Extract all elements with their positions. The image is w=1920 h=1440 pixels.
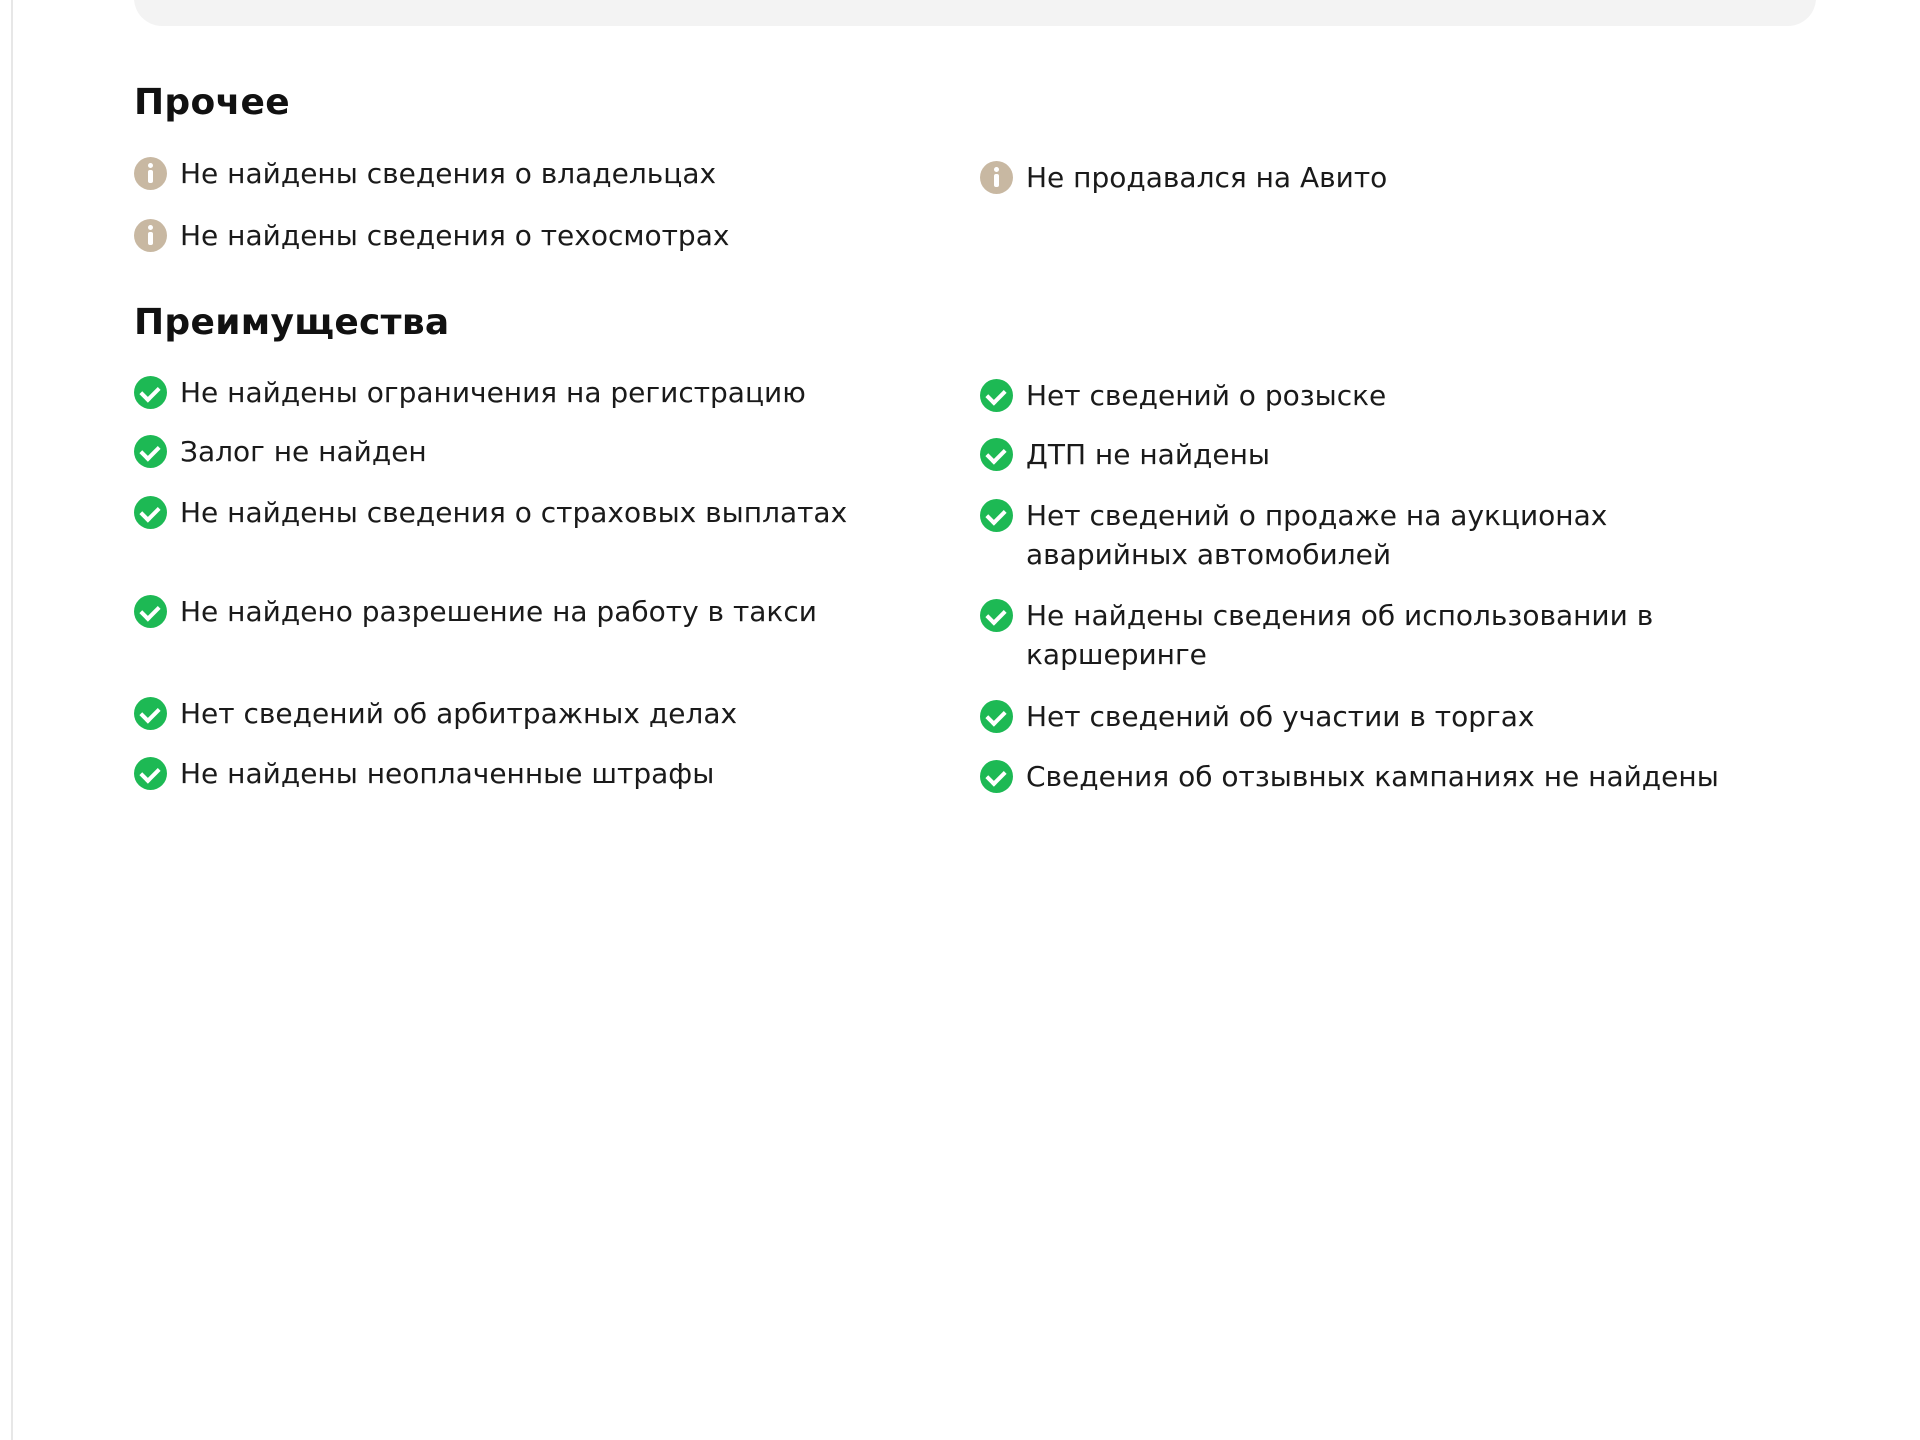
list-item <box>134 592 954 631</box>
check-circle-icon <box>134 697 167 730</box>
list-item <box>134 694 954 733</box>
list-item-text: Залог не найден <box>180 435 427 468</box>
previous-section-card <box>134 0 1816 26</box>
check-circle-icon <box>134 757 167 790</box>
list-item-text: Нет сведений об участии в торгах <box>1026 700 1535 733</box>
list-item-text: Нет сведений о продаже на аукционах аварийных автомобилей <box>1026 499 1608 571</box>
info-icon <box>134 219 167 252</box>
list-item-text: ДТП не найдены <box>1026 438 1271 471</box>
list-item-text: Не найдены ограничения на регистрацию <box>180 376 806 409</box>
section-title-advantages: Преимущества <box>134 302 450 343</box>
list-item-text: Не найдены сведения о владельцах <box>180 157 717 190</box>
section-title-other: Прочее <box>134 82 290 123</box>
list-item-text: Нет сведений об арбитражных делах <box>180 697 738 730</box>
list-item <box>980 435 1800 474</box>
check-circle-icon <box>134 496 167 529</box>
list-item <box>980 596 1670 674</box>
list-item-text: Не найдены неоплаченные штрафы <box>180 757 715 790</box>
list-item <box>980 376 1800 415</box>
check-circle-icon <box>134 595 167 628</box>
check-circle-icon <box>980 760 1013 793</box>
list-item-text: Сведения об отзывных кампаниях не найдены <box>1026 760 1719 793</box>
list-item <box>134 754 954 793</box>
check-circle-icon <box>980 438 1013 471</box>
check-circle-icon <box>980 499 1013 532</box>
check-circle-icon <box>134 376 167 409</box>
list-item <box>980 496 1740 574</box>
check-circle-icon <box>980 700 1013 733</box>
check-circle-icon <box>980 379 1013 412</box>
page-left-border <box>0 0 13 1440</box>
list-item <box>980 757 1800 796</box>
info-icon <box>134 157 167 190</box>
list-item-text: Нет сведений о розыске <box>1026 379 1387 412</box>
list-item <box>134 493 954 532</box>
check-circle-icon <box>980 599 1013 632</box>
info-icon <box>980 161 1013 194</box>
check-circle-icon <box>134 435 167 468</box>
list-item <box>980 158 1800 197</box>
list-item <box>980 697 1800 736</box>
list-item-text: Не найдено разрешение на работу в такси <box>180 595 817 628</box>
list-item-text: Не найдены сведения о техосмотрах <box>180 219 730 252</box>
list-item <box>134 373 954 412</box>
list-item-text: Не продавался на Авито <box>1026 161 1388 194</box>
list-item <box>134 216 954 255</box>
list-item <box>134 154 954 193</box>
list-item-text: Не найдены сведения о страховых выплатах <box>180 496 848 529</box>
list-item-text: Не найдены сведения об использовании в каршеринге <box>1026 599 1654 671</box>
list-item <box>134 432 954 471</box>
